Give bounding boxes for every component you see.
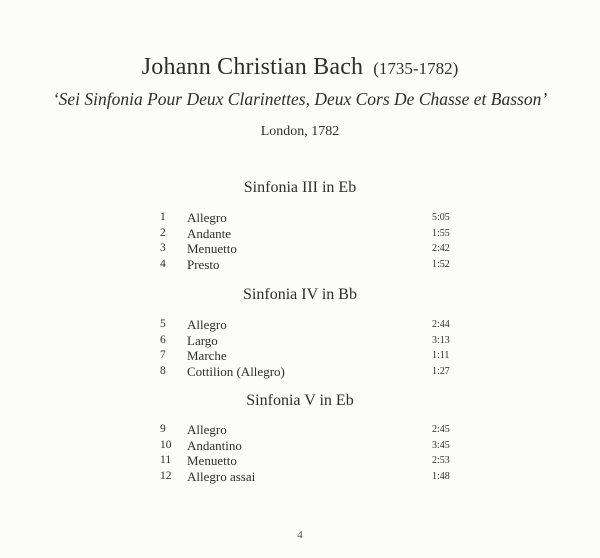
- track-row: [0, 317, 600, 333]
- track-row: [0, 210, 600, 226]
- track-number: 3: [160, 242, 166, 254]
- page-number: 4: [297, 529, 303, 541]
- track-number: 12: [160, 469, 172, 482]
- track-duration: 1:11: [432, 350, 450, 361]
- sinfonia-section: [0, 285, 600, 305]
- track-duration: 3:45: [432, 439, 450, 451]
- sinfonia-section: [0, 178, 600, 198]
- track-title: Andante: [187, 225, 232, 241]
- track-duration: 2:53: [432, 455, 450, 466]
- track-row: [0, 333, 600, 349]
- track-title: Marche: [187, 348, 227, 363]
- work-title: ‘Sei Sinfonia Pour Deux Clarinettes, Deux Cors De Chasse et Basson’: [52, 89, 548, 109]
- track-row: [0, 438, 600, 454]
- header: [0, 54, 600, 140]
- composer-dates: (1735-1782): [373, 59, 459, 78]
- place-date: London, 1782: [260, 124, 340, 139]
- track-title: Menuetto: [187, 241, 237, 256]
- track-number: 2: [160, 226, 166, 239]
- section-title: Sinfonia V in Eb: [246, 392, 354, 409]
- track-duration: 2:45: [432, 424, 450, 435]
- track-duration: 2:44: [432, 319, 450, 330]
- track-row: [0, 226, 600, 242]
- section-title: Sinfonia IV in Bb: [243, 286, 357, 303]
- track-row: [0, 422, 600, 438]
- track-list: [0, 422, 600, 484]
- track-duration: 1:27: [432, 365, 450, 377]
- track-duration: 2:42: [432, 243, 450, 254]
- track-number: 8: [160, 364, 166, 377]
- track-title: Allegro assai: [187, 468, 256, 484]
- track-duration: 1:52: [432, 258, 450, 270]
- track-title: Cottilion (Allegro): [187, 363, 285, 379]
- track-list: [0, 317, 600, 379]
- track-title: Menuetto: [187, 453, 237, 468]
- track-number: 7: [160, 349, 166, 361]
- track-number: 1: [160, 211, 166, 223]
- track-number: 11: [160, 454, 172, 466]
- composer-name: Johann Christian Bach: [141, 54, 364, 80]
- track-duration: 3:13: [432, 334, 450, 346]
- track-row: [0, 364, 600, 380]
- track-list: [0, 210, 600, 272]
- track-row: [0, 257, 600, 273]
- track-number: 4: [160, 257, 166, 270]
- track-number: 9: [160, 423, 166, 435]
- track-row: [0, 241, 600, 257]
- track-row: [0, 453, 600, 469]
- section-title: Sinfonia III in Eb: [243, 179, 357, 196]
- composer-line: [0, 54, 600, 81]
- track-row: [0, 469, 600, 485]
- track-duration: 5:05: [432, 212, 450, 223]
- track-title: Allegro: [187, 210, 227, 225]
- sinfonia-section: [0, 391, 600, 411]
- track-number: 5: [160, 318, 166, 330]
- track-title: Presto: [187, 256, 220, 272]
- track-row: [0, 348, 600, 364]
- track-number: 10: [160, 438, 172, 451]
- track-duration: 1:48: [432, 470, 450, 482]
- track-title: Andantino: [187, 437, 242, 453]
- track-title: Largo: [187, 332, 218, 348]
- track-title: Allegro: [187, 422, 227, 437]
- track-number: 6: [160, 333, 166, 346]
- track-duration: 1:55: [432, 227, 450, 239]
- track-title: Allegro: [187, 317, 227, 332]
